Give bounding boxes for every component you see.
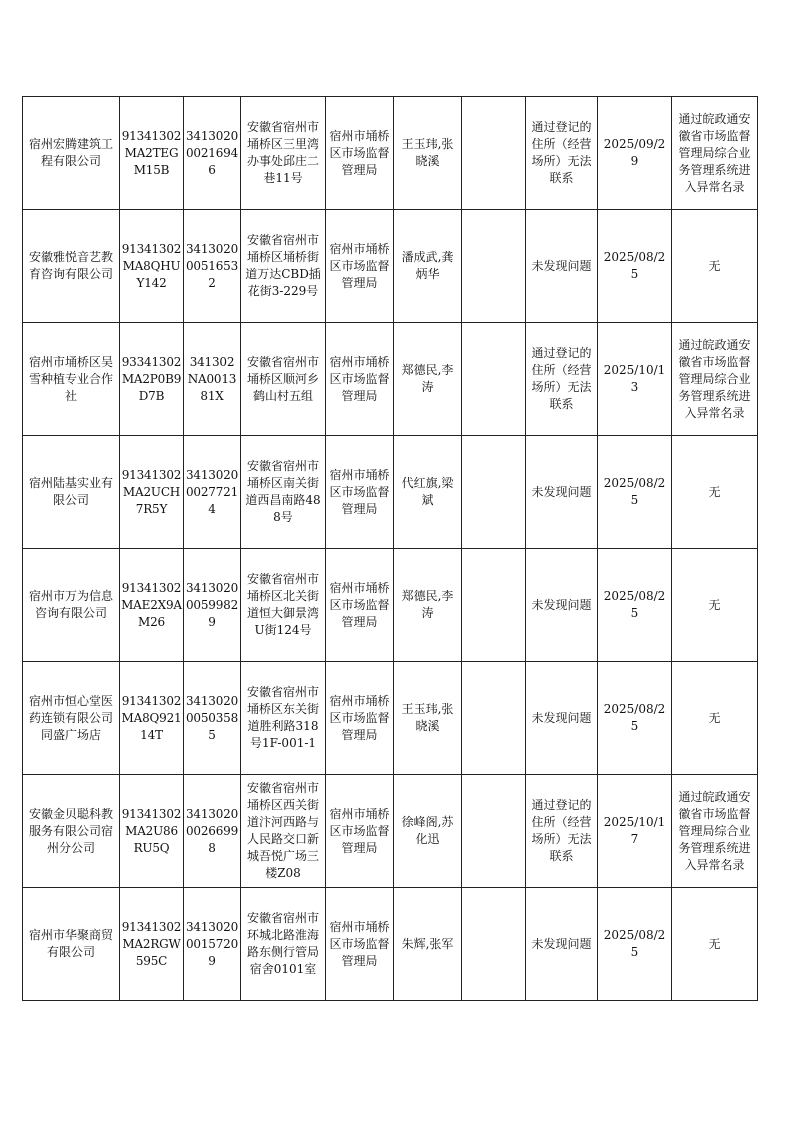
empty-cell (462, 775, 526, 888)
action-taken-cell: 无 (672, 888, 758, 1001)
inspection-date-cell: 2025/08/25 (598, 210, 672, 323)
company-name-cell: 宿州市华聚商贸有限公司 (23, 888, 120, 1001)
inspectors-cell: 代红旗,梁斌 (394, 436, 462, 549)
inspectors-cell: 王玉玮,张晓溪 (394, 662, 462, 775)
credit-code-cell: 91341302MA8Q92114T (120, 662, 184, 775)
registration-number-cell: 341302000157209 (184, 888, 241, 1001)
empty-cell (462, 888, 526, 1001)
company-name-cell: 安徽雅悦音艺教育咨询有限公司 (23, 210, 120, 323)
company-name-cell: 宿州宏腾建筑工程有限公司 (23, 97, 120, 210)
authority-cell: 宿州市埇桥区市场监督管理局 (326, 888, 394, 1001)
inspection-date-cell: 2025/08/25 (598, 662, 672, 775)
registration-number-cell: 341302000503585 (184, 662, 241, 775)
inspection-date-cell: 2025/09/29 (598, 97, 672, 210)
address-cell: 安徽省宿州市埇桥区南关街道西昌南路488号 (241, 436, 326, 549)
action-taken-cell: 通过皖政通安徽省市场监督管理局综合业务管理系统进入异常名录 (672, 323, 758, 436)
inspection-result-cell: 通过登记的住所（经营场所）无法联系 (526, 775, 598, 888)
inspectors-cell: 王玉玮,张晓溪 (394, 97, 462, 210)
inspection-result-cell: 未发现问题 (526, 436, 598, 549)
address-cell: 安徽省宿州市环城北路淮海路东侧行管局宿舍0101室 (241, 888, 326, 1001)
table-row (23, 323, 758, 436)
empty-cell (462, 97, 526, 210)
registration-number-cell: 341302000516532 (184, 210, 241, 323)
authority-cell: 宿州市埇桥区市场监督管理局 (326, 662, 394, 775)
address-cell: 安徽省宿州市埇桥区西关街道汴河西路与人民路交口新城吾悦广场三楼Z08 (241, 775, 326, 888)
inspectors-cell: 郑德民,李涛 (394, 549, 462, 662)
inspectors-cell: 徐峰阁,苏化迅 (394, 775, 462, 888)
action-taken-cell: 通过皖政通安徽省市场监督管理局综合业务管理系统进入异常名录 (672, 775, 758, 888)
empty-cell (462, 549, 526, 662)
credit-code-cell: 91341302MA2U86RU5Q (120, 775, 184, 888)
table-row (23, 888, 758, 1001)
empty-cell (462, 210, 526, 323)
address-cell: 安徽省宿州市埇桥区东关街道胜利路318号1F-001-1 (241, 662, 326, 775)
address-cell: 安徽省宿州市埇桥区埇桥街道万达CBD插花街3-229号 (241, 210, 326, 323)
inspection-result-cell: 未发现问题 (526, 888, 598, 1001)
authority-cell: 宿州市埇桥区市场监督管理局 (326, 323, 394, 436)
table-row (23, 662, 758, 775)
table-row (23, 97, 758, 210)
table-row (23, 775, 758, 888)
authority-cell: 宿州市埇桥区市场监督管理局 (326, 210, 394, 323)
inspection-result-cell: 通过登记的住所（经营场所）无法联系 (526, 323, 598, 436)
credit-code-cell: 91341302MA2UCH7R5Y (120, 436, 184, 549)
table-row (23, 436, 758, 549)
inspection-date-cell: 2025/10/17 (598, 775, 672, 888)
credit-code-cell: 91341302MA2RGW595C (120, 888, 184, 1001)
credit-code-cell: 93341302MA2P0B9D7B (120, 323, 184, 436)
credit-code-cell: 91341302MA2TEGM15B (120, 97, 184, 210)
authority-cell: 宿州市埇桥区市场监督管理局 (326, 549, 394, 662)
inspection-date-cell: 2025/08/25 (598, 549, 672, 662)
registration-number-cell: 341302NA001381X (184, 323, 241, 436)
action-taken-cell: 通过皖政通安徽省市场监督管理局综合业务管理系统进入异常名录 (672, 97, 758, 210)
address-cell: 安徽省宿州市埇桥区北关街道恒大御景湾U街124号 (241, 549, 326, 662)
registration-number-cell: 341302000266998 (184, 775, 241, 888)
inspection-result-cell: 通过登记的住所（经营场所）无法联系 (526, 97, 598, 210)
registration-number-cell: 341302000599829 (184, 549, 241, 662)
company-name-cell: 宿州市万为信息咨询有限公司 (23, 549, 120, 662)
company-name-cell: 安徽金贝聪科教服务有限公司宿州分公司 (23, 775, 120, 888)
inspection-result-cell: 未发现问题 (526, 549, 598, 662)
registration-number-cell: 341302000277214 (184, 436, 241, 549)
credit-code-cell: 91341302MAE2X9AM26 (120, 549, 184, 662)
inspection-date-cell: 2025/10/13 (598, 323, 672, 436)
inspectors-cell: 潘成武,龚炳华 (394, 210, 462, 323)
inspection-result-cell: 未发现问题 (526, 662, 598, 775)
action-taken-cell: 无 (672, 549, 758, 662)
address-cell: 安徽省宿州市埇桥区顺河乡鹤山村五组 (241, 323, 326, 436)
action-taken-cell: 无 (672, 436, 758, 549)
inspection-date-cell: 2025/08/25 (598, 436, 672, 549)
action-taken-cell: 无 (672, 662, 758, 775)
address-cell: 安徽省宿州市埇桥区三里湾办事处邱庄二巷11号 (241, 97, 326, 210)
inspection-result-cell: 未发现问题 (526, 210, 598, 323)
inspection-results-table (22, 96, 758, 1001)
credit-code-cell: 91341302MA8QHUY142 (120, 210, 184, 323)
authority-cell: 宿州市埇桥区市场监督管理局 (326, 436, 394, 549)
company-name-cell: 宿州市恒心堂医药连锁有限公司同盛广场店 (23, 662, 120, 775)
company-name-cell: 宿州陆基实业有限公司 (23, 436, 120, 549)
empty-cell (462, 662, 526, 775)
empty-cell (462, 436, 526, 549)
authority-cell: 宿州市埇桥区市场监督管理局 (326, 775, 394, 888)
inspectors-cell: 朱辉,张军 (394, 888, 462, 1001)
inspectors-cell: 郑德民,李涛 (394, 323, 462, 436)
table-row (23, 210, 758, 323)
inspection-date-cell: 2025/08/25 (598, 888, 672, 1001)
company-name-cell: 宿州市埇桥区吴雪种植专业合作社 (23, 323, 120, 436)
authority-cell: 宿州市埇桥区市场监督管理局 (326, 97, 394, 210)
action-taken-cell: 无 (672, 210, 758, 323)
empty-cell (462, 323, 526, 436)
registration-number-cell: 341302000216946 (184, 97, 241, 210)
table-row (23, 549, 758, 662)
